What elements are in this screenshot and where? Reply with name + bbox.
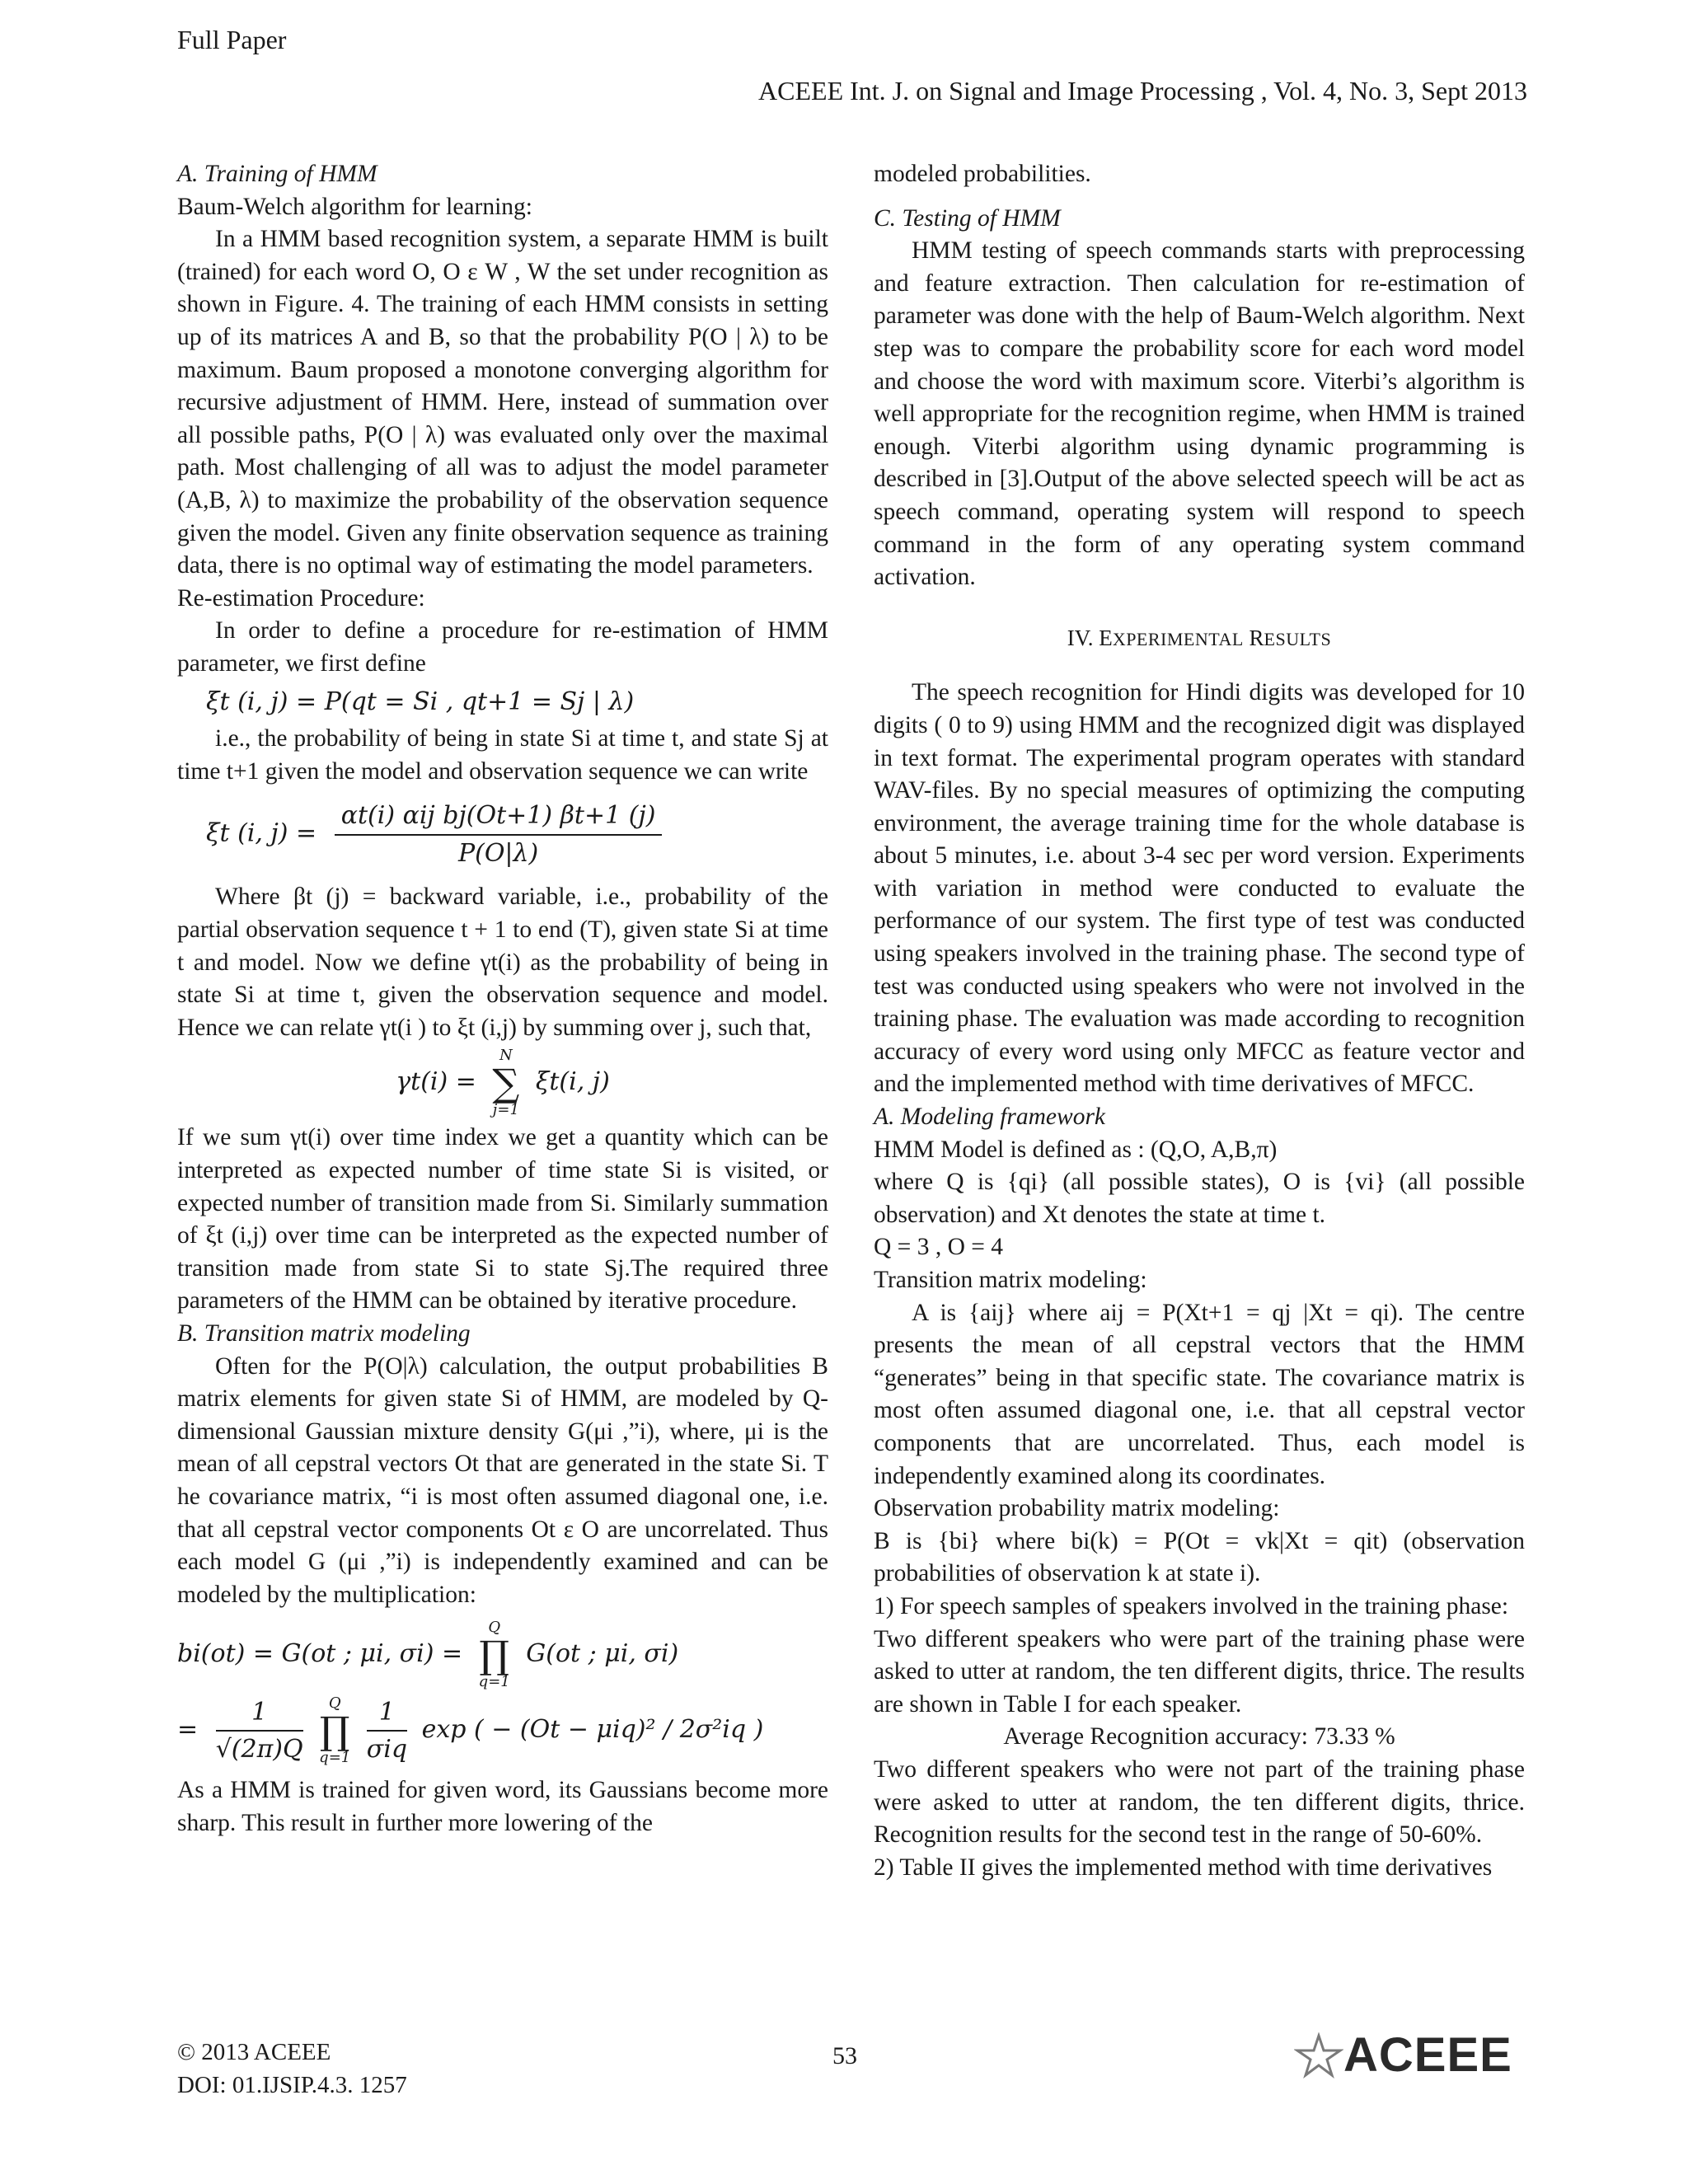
eq4-lower-limit: q=1: [478, 1673, 510, 1691]
reestimation-label: Re-estimation Procedure:: [177, 584, 425, 612]
product-icon: ∏: [479, 1633, 510, 1678]
footer-doi: DOI: 01.IJSIP.4.3. 1257: [177, 2072, 407, 2098]
right-paragraph-5: Q = 3 , O = 4: [874, 1234, 1004, 1261]
section-iv-r: R: [1243, 625, 1264, 650]
product-symbol: [479, 1619, 510, 1690]
eq4-upper-limit: Q: [488, 1619, 501, 1637]
eq5-fraction-1: [216, 1696, 303, 1766]
section-a-title: A. Training of HMM: [177, 161, 377, 187]
left-paragraph-2: In order to define a procedure for re-estimation of HMM parameter, we first define: [177, 617, 828, 677]
section-iv-heading: [874, 622, 1525, 656]
right-paragraph-7: A is {aij} where aij = P(Xt+1 = qj |Xt = qi). The centre presents the mean of all cepstral vectors that the HMM “generates” being in that specific state. The covariance matrix is most often assumed diagonal one, i.e. that all cepstral vector components that are uncorrelated. Thus, each model is independently examined along its coordinates.: [874, 1299, 1525, 1489]
section-b-title: B. Transition matrix modeling: [177, 1320, 471, 1347]
equation-xi-expression: [177, 799, 828, 869]
aceee-logo: [1294, 2027, 1512, 2083]
sigma-icon: ∑: [492, 1061, 520, 1106]
eq3-lower-limit: j=1: [492, 1101, 519, 1119]
footer-left: [177, 2036, 407, 2102]
eq5-numerator-2: 1: [367, 1696, 407, 1732]
left-paragraph-7: As a HMM is trained for given word, its Gaussians become more sharp. This result in further more lowering of the: [177, 1777, 828, 1836]
eq2-numerator: αt(i) αij bj(Ot+1) βt+1 (j): [335, 799, 663, 836]
left-paragraph-6: Often for the P(O|λ) calculation, the output probabilities B matrix elements for given state Si of HMM, are modeled by Q-dimensional Gaussian mixture density G(μi ,”i), where, μi is the mean of all cepstral vectors Ot that are generated in the state Si. T he covariance matrix, “i is most often assumed diagonal one, i.e. that all cepstral vector components Ot ε O are uncorrelated. Thus each model G (μi ,”i) is independently examined and can be modeled by the multiplication:: [177, 1352, 828, 1608]
right-paragraph-4: where Q is {qi} (all possible states), O is {vi} (all possible observation) and Xt denotes the state at time t.: [874, 1169, 1525, 1228]
equation-gaussian-expansion: [177, 1695, 828, 1766]
left-paragraph-5: If we sum γt(i) over time index we get a quantity which can be interpreted as expected number of time state Si is visited, or expected number of transition made from Si. Similarly summation of ξt (i,j) over time can be interpreted as the expected number of transition made from state Si to state Sj.The required three parameters of the HMM can be obtained by iterative procedure.: [177, 1124, 828, 1315]
eq5-upper-limit: Q: [328, 1694, 341, 1713]
eq5-numerator-1: 1: [216, 1696, 303, 1732]
summation-symbol: [492, 1047, 519, 1118]
header-right: ACEEE Int. J. on Signal and Image Processing , Vol. 4, No. 3, Sept 2013: [758, 76, 1527, 105]
eq2-denominator: P(O|λ): [457, 838, 539, 868]
right-paragraph-10: 1) For speech samples of speakers involved in the training phase:: [874, 1592, 1509, 1619]
equation-b-gaussian: [177, 1619, 828, 1690]
section-a-modeling-title: A. Modeling framework: [874, 1104, 1106, 1131]
right-paragraph-12: Average Recognition accuracy: 73.33 %: [1003, 1723, 1395, 1750]
footer-copyright: © 2013 ACEEE: [177, 2039, 331, 2065]
eq4-lhs: bi(ot) = G(ot ; μi, σi) =: [177, 1639, 463, 1669]
right-paragraph-0: modeled probabilities.: [874, 161, 1091, 187]
eq4-rhs: G(ot ; μi, σi): [526, 1639, 679, 1669]
eq5-equals: =: [177, 1715, 199, 1745]
right-paragraph-2: The speech recognition for Hindi digits was developed for 10 digits ( 0 to 9) using HMM and the recognized digit was displayed in text format. The experimental program operates with standard WAV-files. By no special measures of optimizing the computing environment, the average training time for the whole database is about 5 minutes, i.e. about 3-4 sec per word version. Experiments with variation in method were conducted to evaluate the performance of our system. The first type of test was conducted using speakers involved in the training phase. The second type of test was conducted using speakers who were not involved in the training phase. The evaluation was made according to recognition accuracy of every word using only MFCC as feature vector and and the implemented method with time derivatives of MFCC.: [874, 679, 1525, 1098]
logo-text: ACEEE: [1343, 2028, 1512, 2082]
eq3-upper-limit: N: [499, 1047, 513, 1065]
equation-xi-definition: ξt (i, j) = P(qt = Si , qt+1 = Sj | λ): [206, 687, 635, 716]
product-symbol-2: [319, 1695, 350, 1766]
right-paragraph-11: Two different speakers who were part of the training phase were asked to utter at random, the ten different digits, thrice. The results are shown in Table I for each speaker.: [874, 1625, 1525, 1718]
eq5-exponential: exp ( − (Ot − μiq)² / 2σ²iq ): [421, 1715, 764, 1745]
right-paragraph-9: B is {bi} where bi(k) = P(Ot = vk|Xt = qit) (observation probabilities of observation k at state i).: [874, 1527, 1525, 1587]
product-icon-2: ∏: [319, 1708, 350, 1754]
eq3-rhs: ξt(i, j): [535, 1067, 610, 1097]
left-paragraph-3: i.e., the probability of being in state Si at time t, and state Sj at time t+1 given the model and observation sequence we can write: [177, 725, 828, 785]
right-paragraph-8: Observation probability matrix modeling:: [874, 1495, 1280, 1522]
baum-welch-label: Baum-Welch algorithm for learning:: [177, 193, 532, 220]
page-number: 53: [832, 2042, 857, 2069]
right-paragraph-1: HMM testing of speech commands starts with preprocessing and feature extraction. Then calculation for re-estimation of parameter was done with the help of Baum-Welch algorithm. Next step was to compare the probability score for each word model and choose the word with maximum score. Viterbi’s algorithm is well appropriate for the recognition regime, when HMM is trained enough. Viterbi algorithm using dynamic programming is described in [3].Output of the above selected speech will be act as speech command, operating system will respond to speech command in the form of any operating system command activation.: [874, 237, 1525, 591]
right-paragraph-13: Two different speakers who were not part of the training phase were asked to utter at random, the ten different digits, thrice. Recognition results for the second test in the range of 50-60%.: [874, 1755, 1525, 1849]
eq5-denominator-1: √(2π)Q: [215, 1735, 303, 1765]
eq2-fraction: [335, 799, 663, 869]
header-left: Full Paper: [177, 25, 287, 54]
eq2-lhs: ξt (i, j) =: [206, 818, 317, 848]
right-paragraph-3: HMM Model is defined as : (Q,O, A,B,π): [874, 1136, 1278, 1163]
section-iv-sc2: ESULTS: [1264, 628, 1332, 649]
eq5-fraction-2: [367, 1696, 407, 1766]
right-paragraph-14: 2) Table II gives the implemented method with time derivatives: [874, 1854, 1493, 1881]
section-c-title: C. Testing of HMM: [874, 204, 1061, 232]
section-iv-sc1: XPERIMENTAL: [1112, 628, 1244, 649]
eq3-lhs: γt(i) =: [396, 1067, 476, 1097]
left-paragraph-1: In a HMM based recognition system, a separate HMM is built (trained) for each word O, O ε W , W the set under recognition as shown in Figure. 4. The training of each HMM consists in setting up of its matrices A and B, so that the probability P(O | λ) to be maximum. Baum proposed a monotone converging algorithm for recursive adjustment of HMM. Here, instead of summation over all possible paths, P(O | λ) was evaluated only over the maximal path. Most challenging of all was to adjust the model parameter (A,B, λ) to maximize the probability of the observation sequence given the model. Given any finite observation sequence as training data, there is no optimal way of estimating the model parameters.: [177, 226, 828, 579]
left-column: [177, 158, 828, 1840]
eq5-denominator-2: σiq: [366, 1735, 408, 1765]
equation-gamma-sum: [177, 1047, 828, 1118]
eq5-lower-limit: q=1: [319, 1749, 351, 1767]
right-paragraph-6: Transition matrix modeling:: [874, 1267, 1147, 1293]
section-iv-num: IV. E: [1067, 625, 1113, 650]
left-paragraph-4: Where βt (j) = backward variable, i.e., probability of the partial observation sequence t + 1 to end (T), given state Si at time t and model. Now we define γt(i) as the probability of being in state Si at time t, given the observation sequence and model. Hence we can relate γt(i ) to ξt (i,j) by summing over j, such that,: [177, 883, 828, 1041]
right-column: [874, 158, 1525, 1884]
star-logo-icon: [1294, 2032, 1343, 2079]
